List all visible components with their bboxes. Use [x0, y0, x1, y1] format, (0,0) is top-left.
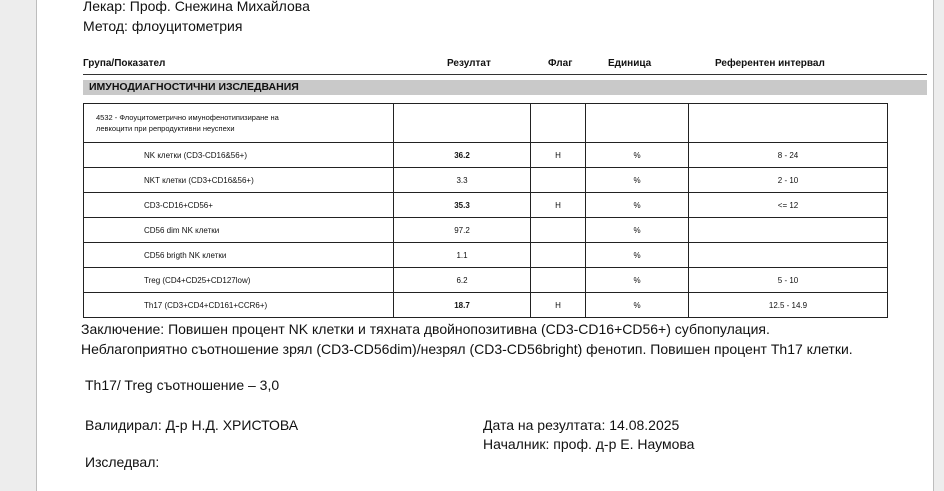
- row-flag: [531, 268, 586, 293]
- table-row: [84, 143, 888, 168]
- section-title: ИМУНОДИАГНОСТИЧНИ ИЗСЛЕДВАНИЯ: [83, 80, 927, 95]
- row-flag: H: [531, 143, 586, 168]
- row-name: CD56 brigth NK клетки: [84, 243, 394, 268]
- row-unit: %: [586, 243, 689, 268]
- row-flag: H: [531, 293, 586, 318]
- table-row: [84, 268, 888, 293]
- th17-treg-ratio: Th17/ Treg съотношение – 3,0: [85, 377, 280, 393]
- row-unit: %: [586, 193, 689, 218]
- row-reference: 5 - 10: [689, 268, 888, 293]
- table-row: [84, 193, 888, 218]
- row-reference: 8 - 24: [689, 143, 888, 168]
- row-name: CD56 dim NK клетки: [84, 218, 394, 243]
- validated-by: Валидирал: Д-р Н.Д. ХРИСТОВА: [85, 417, 299, 433]
- table-row: [84, 293, 888, 318]
- row-result: 35.3: [394, 193, 531, 218]
- col-header-reference: Референтен интервал: [715, 58, 825, 69]
- panel-name-line2: левкоцити при репродуктивни неуспехи: [96, 124, 235, 133]
- row-name: NK клетки (CD3-CD16&56+): [84, 143, 394, 168]
- doctor-line: Лекар: Проф. Снежина Михайлова: [83, 0, 310, 14]
- row-name: Treg (CD4+CD25+CD127low): [84, 268, 394, 293]
- row-reference: 12.5 - 14.9: [689, 293, 888, 318]
- row-unit: %: [586, 268, 689, 293]
- row-result: 36.2: [394, 143, 531, 168]
- row-name: NKT клетки (CD3+CD16&56+): [84, 168, 394, 193]
- row-result: 97.2: [394, 218, 531, 243]
- row-unit: %: [586, 218, 689, 243]
- row-flag: [531, 218, 586, 243]
- table-row: [84, 218, 888, 243]
- table-row: [84, 104, 888, 143]
- row-name: CD3-CD16+CD56+: [84, 193, 394, 218]
- header-divider: [83, 74, 927, 75]
- row-flag: [531, 243, 586, 268]
- row-reference: 2 - 10: [689, 168, 888, 193]
- report-page: [36, 0, 934, 491]
- table-row: [84, 243, 888, 268]
- row-reference: [689, 243, 888, 268]
- row-unit: %: [586, 143, 689, 168]
- department-head: Началник: проф. д-р Е. Наумова: [483, 436, 695, 452]
- row-result: 18.7: [394, 293, 531, 318]
- conclusion-line-1: Заключение: Повишен процент NK клетки и тяхната двойнопозитивна (CD3-CD16+CD56+) субпопулация.: [81, 321, 770, 337]
- row-unit: %: [586, 293, 689, 318]
- col-header-unit: Единица: [608, 58, 652, 69]
- results-table: [83, 103, 888, 318]
- panel-name-cell: [84, 104, 394, 143]
- row-flag: [531, 168, 586, 193]
- examined-by: Изследвал:: [85, 454, 160, 470]
- row-unit: %: [586, 168, 689, 193]
- row-reference: <= 12: [689, 193, 888, 218]
- table-row: [84, 168, 888, 193]
- result-date: Дата на резултата: 14.08.2025: [483, 417, 680, 433]
- method-line: Метод: флоуцитометрия: [83, 18, 243, 34]
- row-result: 6.2: [394, 268, 531, 293]
- panel-name-line1: 4532 - Флоуцитометрично имунофенотипизиране на: [96, 113, 279, 122]
- row-reference: [689, 218, 888, 243]
- col-header-group: Група/Показател: [83, 58, 166, 69]
- col-header-flag: Флаг: [548, 58, 573, 69]
- row-result: 3.3: [394, 168, 531, 193]
- row-result: 1.1: [394, 243, 531, 268]
- row-flag: H: [531, 193, 586, 218]
- row-name: Th17 (CD3+CD4+CD161+CCR6+): [84, 293, 394, 318]
- conclusion-line-2: Неблагоприятно съотношение зрял (CD3-CD56dim)/незрял (CD3-CD56bright) фенотип. Повишен процент Th17 клетки.: [81, 341, 853, 357]
- col-header-result: Резултат: [447, 58, 491, 69]
